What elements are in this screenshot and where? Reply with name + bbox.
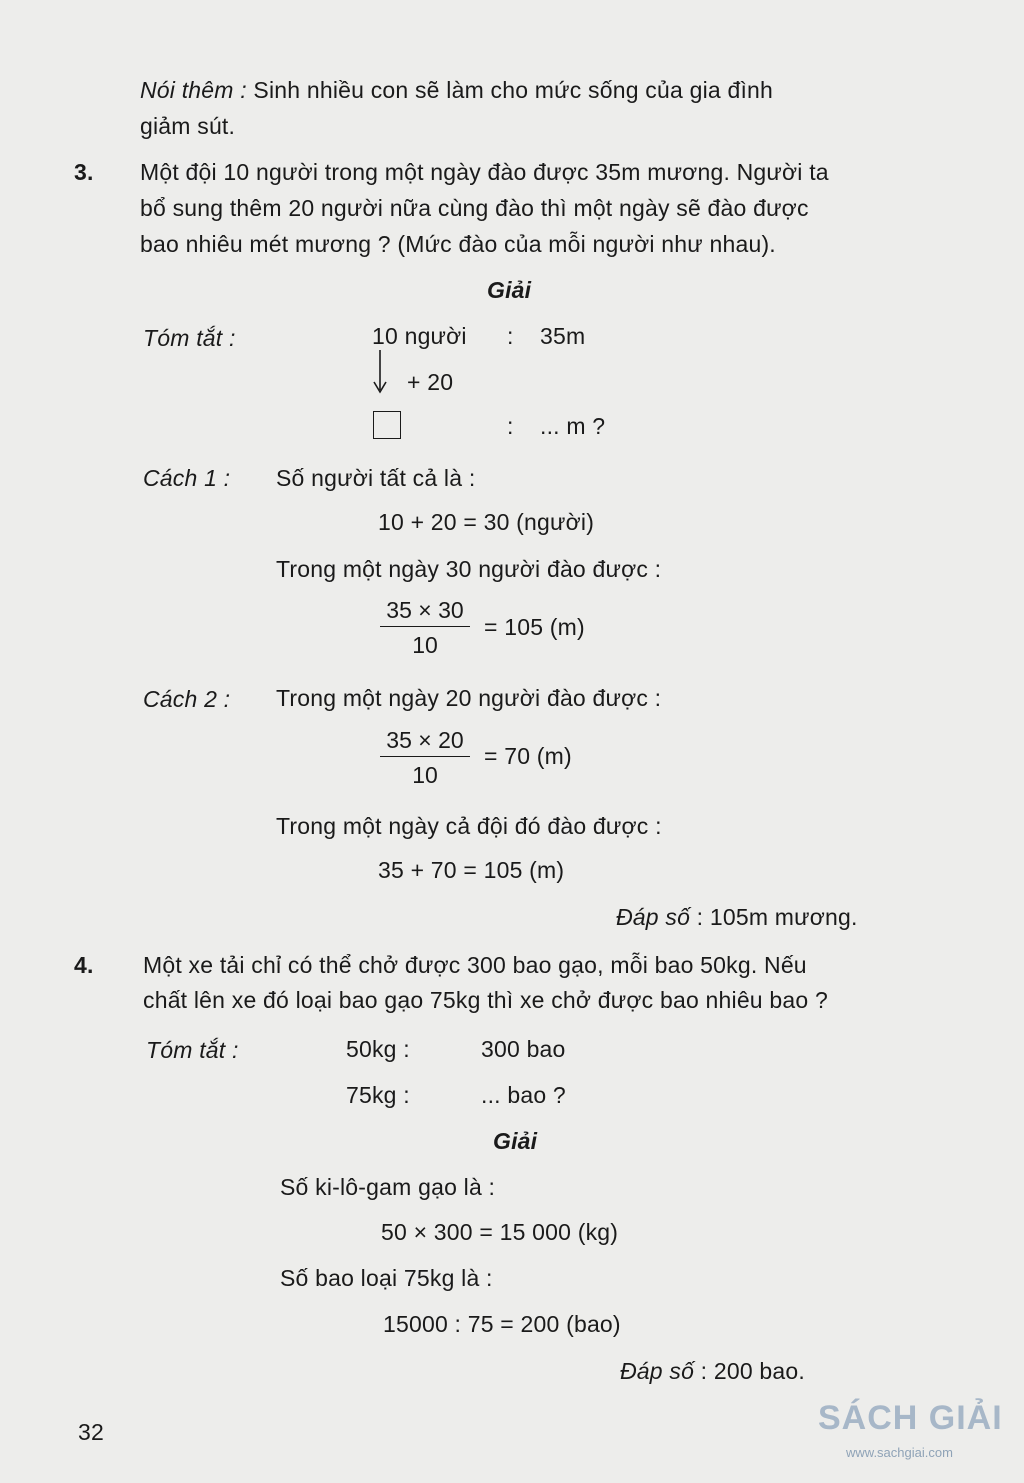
cach-2-fraction — [380, 726, 470, 789]
problem-4-sol-line1: Số ki-lô-gam gạo là : — [280, 1174, 496, 1200]
problem-3-tom-tat-label: Tóm tắt : — [143, 325, 236, 351]
summary-50kg: 50kg : — [346, 1036, 410, 1062]
problem-4-sol-line2: 50 × 300 = 15 000 (kg) — [381, 1219, 619, 1245]
summary-75kg: 75kg : — [346, 1082, 410, 1108]
summary-colon-1: : — [507, 323, 514, 349]
problem-4-line1: Một xe tải chỉ có thể chở được 300 bao gạo, mỗi bao 50kg. Nếu — [143, 952, 807, 978]
cach-1-line2: 10 + 20 = 30 (người) — [378, 509, 595, 535]
summary-10-nguoi: 10 người — [372, 323, 467, 349]
cach-1-line3: Trong một ngày 30 người đào được : — [276, 556, 662, 582]
cach-1-fraction-result: = 105 (m) — [484, 614, 585, 640]
problem-3-number: 3. — [74, 159, 94, 185]
summary-unknown-bao: ... bao ? — [481, 1082, 566, 1108]
problem-3-line2: bổ sung thêm 20 người nữa cùng đào thì một ngày sẽ đào được — [140, 195, 809, 221]
logo-text: SÁCH GIẢI — [818, 1399, 1003, 1437]
problem-3-line3: bao nhiêu mét mương ? (Mức đào của mỗi người như nhau). — [140, 231, 776, 257]
page-number: 32 — [78, 1419, 104, 1445]
noi-them-label: Nói thêm : — [140, 77, 247, 103]
noi-them-line1 — [140, 76, 773, 104]
problem-3-answer — [616, 903, 858, 931]
sachgiai-logo — [818, 1399, 1018, 1473]
noi-them-text: Sinh nhiều con sẽ làm cho mức sống của gia đình — [253, 77, 774, 103]
fraction-numerator: 35 × 30 — [386, 597, 464, 623]
fraction-denominator: 10 — [412, 762, 438, 788]
dap-so-value: : 200 bao. — [700, 1358, 805, 1384]
cach-1-fraction — [380, 596, 470, 659]
problem-3-line1: Một đội 10 người trong một ngày đào được 35m mương. Người ta — [140, 159, 829, 185]
fraction-bar — [380, 626, 470, 627]
problem-4-tom-tat-label: Tóm tắt : — [146, 1037, 239, 1063]
cach-2-line1: Trong một ngày 20 người đào được : — [276, 685, 662, 711]
problem-4-line2: chất lên xe đó loại bao gạo 75kg thì xe chở được bao nhiêu bao ? — [143, 987, 828, 1013]
cach-1-label: Cách 1 : — [143, 465, 231, 491]
down-arrow-icon — [370, 350, 390, 394]
fraction-denominator: 10 — [412, 632, 438, 658]
summary-unknown-m: ... m ? — [540, 413, 606, 439]
problem-4-number: 4. — [74, 952, 94, 978]
summary-300-bao: 300 bao — [481, 1036, 566, 1062]
summary-35m: 35m — [540, 323, 586, 349]
noi-them-line2: giảm sút. — [140, 113, 236, 139]
problem-4-giai-heading: Giải — [493, 1128, 538, 1154]
fraction-bar — [380, 756, 470, 757]
fraction-numerator: 35 × 20 — [386, 727, 464, 753]
problem-4-sol-line3: Số bao loại 75kg là : — [280, 1265, 493, 1291]
logo-url: www.sachgiai.com — [846, 1445, 953, 1460]
cach-1-line1: Số người tất cả là : — [276, 465, 476, 491]
summary-plus-20: + 20 — [407, 369, 454, 395]
summary-colon-2: : — [507, 413, 514, 439]
dap-so-label: Đáp số — [616, 904, 691, 930]
unknown-box-icon — [373, 411, 401, 439]
cach-2-fraction-result: = 70 (m) — [484, 743, 572, 769]
problem-4-sol-line4: 15000 : 75 = 200 (bao) — [383, 1311, 621, 1337]
cach-2-line2: Trong một ngày cả đội đó đào được : — [276, 813, 662, 839]
problem-4-answer — [620, 1357, 805, 1385]
dap-so-label: Đáp số — [620, 1358, 695, 1384]
cach-2-label: Cách 2 : — [143, 686, 231, 712]
cach-2-line3: 35 + 70 = 105 (m) — [378, 857, 565, 883]
problem-3-giai-heading: Giải — [487, 277, 532, 303]
dap-so-value: : 105m mương. — [696, 904, 858, 930]
